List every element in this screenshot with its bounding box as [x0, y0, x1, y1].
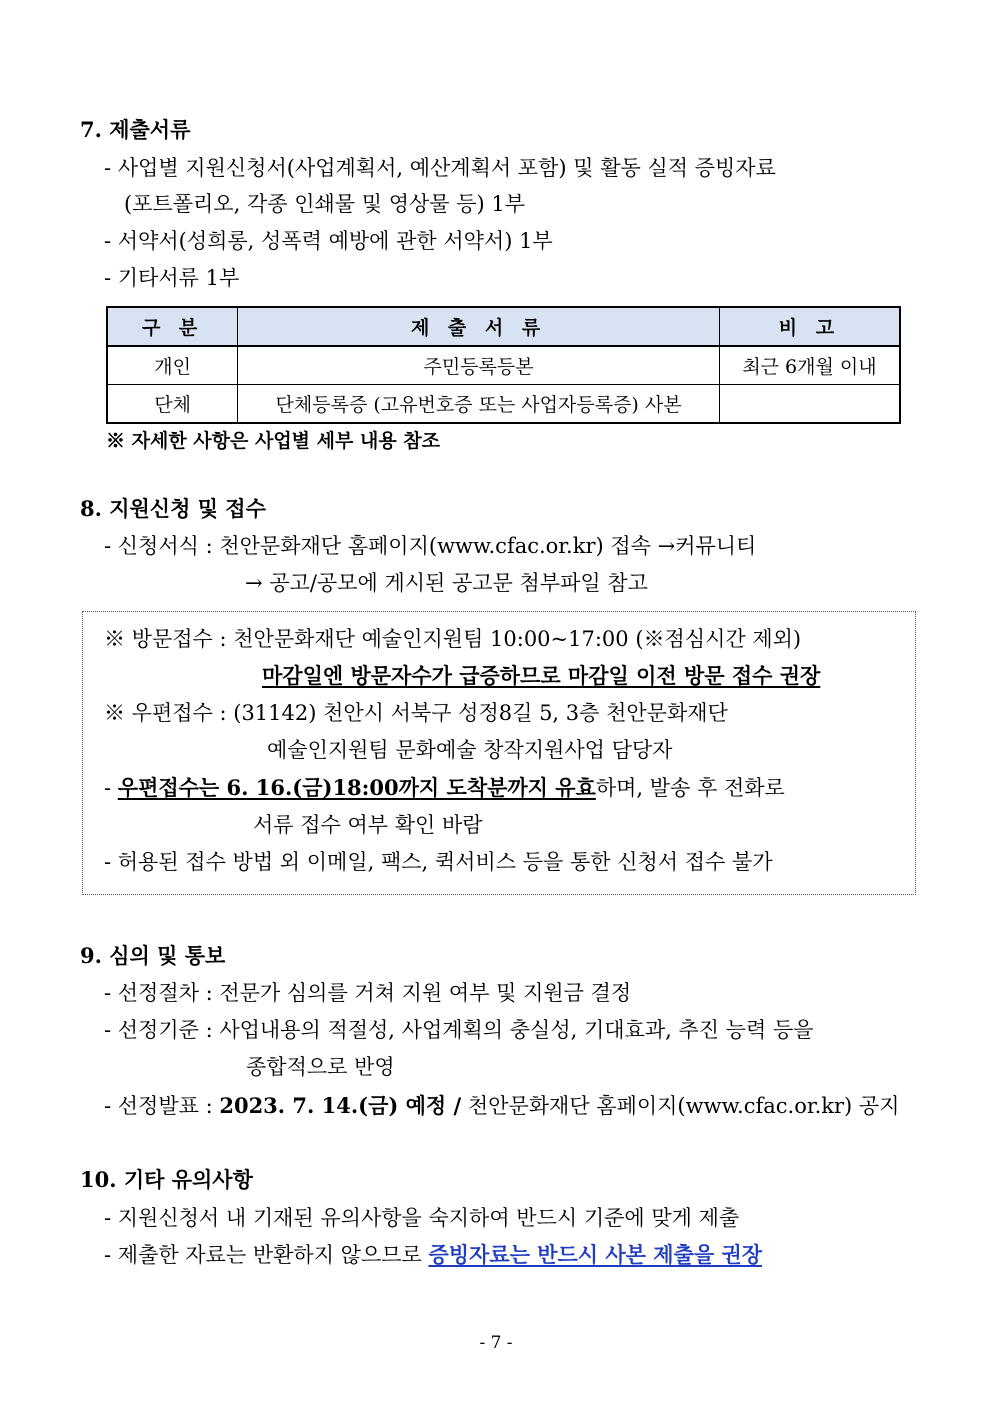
section-7-line-2: (포트폴리오, 각종 인쇄물 및 영상물 등) 1부: [124, 192, 526, 216]
section-7-line-3: - 서약서(성희롱, 성폭력 예방에 관한 서약서) 1부: [104, 229, 553, 253]
not-allowed-line: - 허용된 접수 방법 외 이메일, 팩스, 퀵서비스 등을 통한 신청서 접수 불가: [104, 850, 773, 874]
section-8-line-2: → 공고/공모에 게시된 공고문 첨부파일 참고: [245, 571, 648, 595]
section-8-heading: 8. 지원신청 및 접수: [80, 496, 266, 521]
table-header-category: 구 분: [107, 307, 238, 346]
visit-submission-line: ※ 방문접수 : 천안문화재단 예술인지원팀 10:00~17:00 (※점심시간 제외): [104, 627, 802, 651]
section-7-line-4: - 기타서류 1부: [104, 266, 240, 290]
table-row: [107, 346, 900, 385]
section-10-line-2: [104, 1241, 762, 1269]
mail-deadline-line: [104, 774, 785, 802]
mail-submission-line: ※ 우편접수 : (31142) 천안시 서북구 성정8길 5, 3층 천안문화재단: [104, 701, 728, 725]
table-cell: 최근 6개월 이내: [719, 346, 900, 385]
page-number: - 7 -: [479, 1333, 513, 1353]
documents-table: [106, 306, 901, 424]
table-header-row: [107, 307, 900, 346]
table-row: [107, 385, 900, 424]
section-7-line-1: - 사업별 지원신청서(사업계획서, 예산계획서 포함) 및 활동 실적 증빙자료: [104, 156, 776, 180]
table-cell: 개인: [107, 346, 238, 385]
section-7-heading: 7. 제출서류: [80, 117, 191, 142]
section-10-line-2-prefix: - 제출한 자료는 반환하지 않으므로: [104, 1243, 429, 1267]
visit-submission-notice: 마감일엔 방문자수가 급증하므로 마감일 이전 방문 접수 권장: [262, 663, 821, 688]
announcement-rest: 천안문화재단 홈페이지(www.cfac.or.kr) 공지: [461, 1094, 900, 1118]
mail-deadline-prefix: -: [104, 776, 118, 800]
section-10-heading: 10. 기타 유의사항: [80, 1167, 253, 1192]
section-10-emphasis: 증빙자료는 반드시 사본 제출을 권장: [428, 1242, 763, 1267]
announcement-date: 2023. 7. 14.(금) 예정 /: [219, 1093, 462, 1118]
table-header-remarks: 비 고: [719, 307, 900, 346]
mail-deadline-continued: 서류 접수 여부 확인 바람: [253, 813, 483, 837]
section-9-heading: 9. 심의 및 통보: [80, 943, 226, 968]
table-cell: 단체: [107, 385, 238, 424]
section-9-line-1: - 선정절차 : 전문가 심의를 거쳐 지원 여부 및 지원금 결정: [104, 981, 632, 1005]
mail-deadline-emphasis: 우편접수는 6. 16.(금)18:00까지 도착분까지 유효: [117, 775, 596, 800]
announcement-prefix: - 선정발표 :: [104, 1094, 220, 1118]
section-10-line-1: - 지원신청서 내 기재된 유의사항을 숙지하여 반드시 기준에 맞게 제출: [104, 1206, 740, 1230]
section-9-line-4: [104, 1092, 899, 1120]
section-8-line-1: - 신청서식 : 천안문화재단 홈페이지(www.cfac.or.kr) 접속 →커뮤니티: [104, 534, 757, 558]
section-9-line-3: 종합적으로 반영: [246, 1055, 395, 1079]
section-7-note: ※ 자세한 사항은 사업별 세부 내용 참조: [106, 430, 440, 452]
section-9-line-2: - 선정기준 : 사업내용의 적절성, 사업계획의 충실성, 기대효과, 추진 능력 등을: [104, 1018, 814, 1042]
table-header-documents: 제 출 서 류: [238, 307, 720, 346]
table-cell: [719, 385, 900, 424]
mail-submission-recipient: 예술인지원팀 문화예술 창작지원사업 담당자: [267, 738, 673, 762]
mail-deadline-rest: 하며, 발송 후 전화로: [595, 776, 785, 800]
table-cell: 단체등록증 (고유번호증 또는 사업자등록증) 사본: [238, 385, 720, 424]
table-cell: 주민등록등본: [238, 346, 720, 385]
